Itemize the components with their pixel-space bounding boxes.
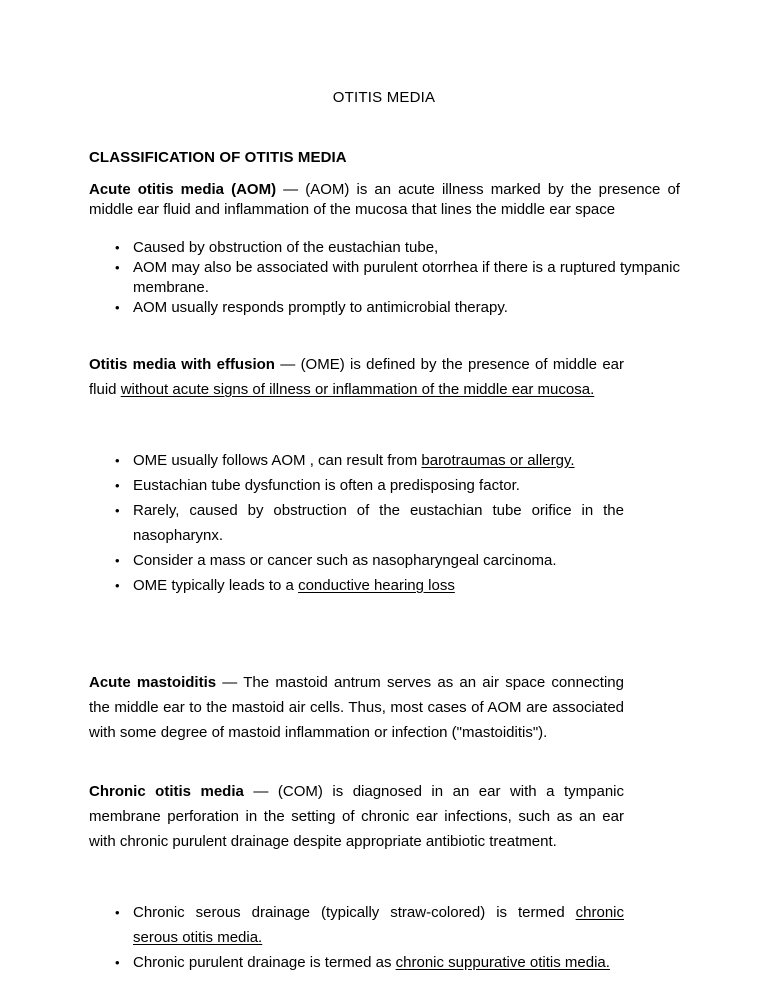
chronic-otitis-media-bullet-list bbox=[89, 900, 624, 975]
list-item-underlined-phrase: conductive hearing loss bbox=[298, 577, 455, 594]
otitis-media-with-effusion-underlined-phrase: without acute signs of illness or inflammation of the middle ear mucosa. bbox=[120, 381, 595, 398]
classification-heading: CLASSIFICATION OF OTITIS MEDIA bbox=[89, 149, 347, 166]
list-item-text-plain: Chronic purulent drainage is termed as bbox=[133, 954, 396, 971]
acute-mastoiditis-dash: — bbox=[216, 674, 244, 691]
acute-mastoiditis-lead: Acute mastoiditis bbox=[89, 674, 217, 691]
list-item bbox=[89, 473, 624, 498]
section-chronic-otitis-media-paragraph bbox=[89, 779, 624, 854]
list-item-text-plain: Chronic serous drainage (typically straw-colored) is termed bbox=[133, 904, 576, 921]
chronic-otitis-media-dash: — bbox=[243, 783, 278, 800]
section-otitis-media-with-effusion-paragraph bbox=[89, 352, 624, 402]
list-item-text: • Rarely, caused by obstruction of the eustachian tube orifice in the nasopharynx. bbox=[133, 502, 624, 544]
list-item bbox=[89, 573, 624, 598]
list-item bbox=[89, 238, 680, 258]
spacer bbox=[89, 598, 680, 644]
acute-otitis-media-body: (AOM) is an acute illness marked by the presence of middle ear fluid and inflammation of the mucosa that lines the middle ear space bbox=[89, 181, 680, 218]
spacer bbox=[89, 644, 680, 670]
section-acute-mastoiditis-paragraph bbox=[89, 670, 624, 745]
chronic-otitis-media-body: (COM) is diagnosed in an ear with a tympanic membrane perforation in the setting of chronic ear infections, such as an ear with chronic purulent drainage despite appropriate antibiotic treatment. bbox=[89, 783, 625, 850]
list-item-text: • Eustachian tube dysfunction is often a predisposing factor. bbox=[133, 477, 520, 494]
list-item-text: • AOM may also be associated with purulent otorrhea if there is a ruptured tympanic membrane. bbox=[133, 259, 680, 296]
list-item bbox=[89, 258, 680, 298]
page-title: OTITIS MEDIA bbox=[332, 89, 436, 106]
list-item-text-plain: OME typically leads to a bbox=[133, 577, 299, 594]
list-item-text bbox=[133, 950, 624, 975]
list-item-text: • AOM usually responds promptly to antimicrobial therapy. bbox=[133, 299, 508, 316]
otitis-media-with-effusion-lead: Otitis media with effusion bbox=[89, 356, 275, 373]
otitis-media-with-effusion-dash: — bbox=[274, 356, 301, 373]
list-item-underlined-phrase: chronic suppurative otitis media. bbox=[395, 954, 610, 971]
document-body bbox=[89, 148, 680, 975]
list-item-text bbox=[133, 900, 624, 950]
list-item bbox=[89, 298, 680, 318]
list-item-underlined-phrase: barotraumas or allergy. bbox=[421, 452, 575, 469]
acute-otitis-media-dash: — bbox=[276, 181, 306, 198]
spacer bbox=[89, 745, 680, 779]
acute-otitis-media-bullet-list bbox=[89, 238, 680, 318]
spacer bbox=[89, 318, 680, 352]
chronic-otitis-media-lead: Chronic otitis media bbox=[89, 783, 244, 800]
list-item bbox=[89, 950, 624, 975]
otitis-media-with-effusion-bullet-list bbox=[89, 448, 624, 598]
spacer bbox=[89, 402, 680, 448]
list-item-text bbox=[133, 448, 624, 473]
otitis-media-with-effusion-body: (OME) is defined by the presence of middle ear fluid bbox=[89, 356, 624, 398]
list-item-text: • Consider a mass or cancer such as nasopharyngeal carcinoma. bbox=[133, 552, 557, 569]
spacer bbox=[89, 220, 680, 238]
list-item bbox=[89, 900, 624, 950]
list-item-text bbox=[133, 573, 624, 598]
list-item bbox=[89, 548, 624, 573]
list-item bbox=[89, 448, 624, 473]
spacer bbox=[89, 854, 680, 900]
list-item-text: • Caused by obstruction of the eustachian tube, bbox=[133, 239, 439, 256]
acute-mastoiditis-body: The mastoid antrum serves as an air space connecting the middle ear to the mastoid air cells. Thus, most cases of AOM are associated with some degree of mastoid inflammation or infection ("mastoiditis"). bbox=[89, 674, 624, 741]
list-item-text-plain: OME usually follows AOM , can result from bbox=[133, 452, 422, 469]
acute-otitis-media-lead: Acute otitis media (AOM) bbox=[89, 181, 277, 198]
list-item-underlined-phrase: chronic serous otitis media. bbox=[133, 904, 624, 946]
list-item bbox=[89, 498, 624, 548]
section-acute-otitis-media-paragraph bbox=[89, 180, 680, 220]
